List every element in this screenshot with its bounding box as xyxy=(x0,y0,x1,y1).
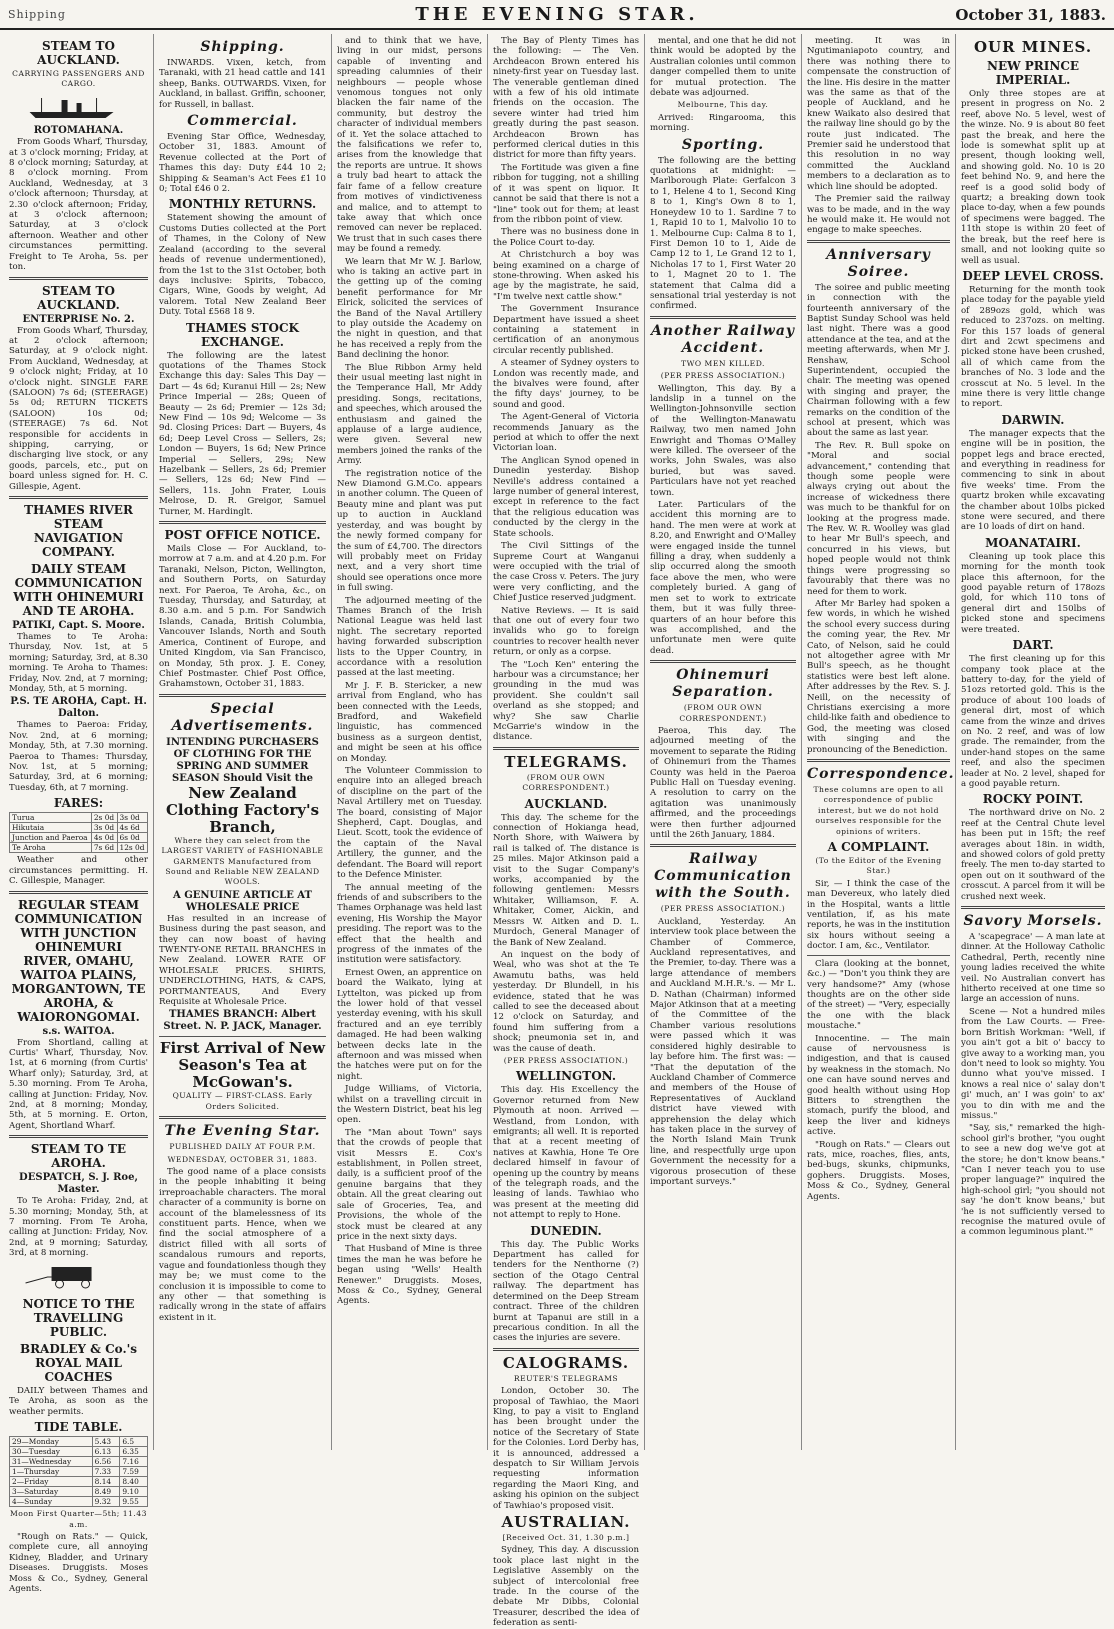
paragraph: The Fortitude was given a fine ribbon for tugging, not a shilling of it was spent on liquor. It cannot be said that there is not a "line" took out for them; at least from the ribbon point of view. xyxy=(493,162,639,225)
paragraph: The Volunteer Commission to enquire into an alleged breach of discipline on the part of the Naval Artillery met on Tuesday. The board, consisting of Major Shepherd, Capt. Douglas, and Lieut. Scott, took the evidence of the captain of the Naval Artillery, the gunner, and the defendant. The Board will report to the Defence Minister. xyxy=(337,766,482,881)
divider xyxy=(9,1135,148,1138)
paragraph: Mr J. F. B. Stericker, a new arrival from England, who has been connected with the Leeds, Bradford, and Wakefield linguistic, has commenced business as a surgeon dentist, and might be seen at his office on Monday. xyxy=(337,680,482,764)
paragraph: This day. The scheme for the connection of Hokianga head, North Shore, with Waiwera by rail is talked of. The distance is 25 miles. Major Atkinson paid a visit to the Sugar Company's works, accompanied by the following gentlemen: Messrs Whitaker, Williamson, F. A. Whitaker, Comer, Aickin, and Messrs W. Aitken and D. L. Murdoch, General Manager of the Bank of New Zealand. xyxy=(493,812,639,948)
paragraph: The soiree and public meeting in connection with the fourteenth anniversary of the Baptist Sunday School was held last night. There was a good attendance at the tea, and at the meeting afterwards, when Mr J. Renshaw, School Superintendent, occupied the chair. The meeting was opened with singing and prayer, the Chairman following with a few remarks on the condition of the school at present, which was about the same as last year. xyxy=(807,282,950,439)
paragraph: A 'scapegrace' — A man late at dinner. At the Holloway Catholic Cathedral, Perth, recently nine young ladies received the white veil. No Australian convert has hitherto received at one time so large an accession of nuns. xyxy=(961,932,1105,1005)
divider xyxy=(159,694,326,697)
paragraph: Paeroa, This day. The adjourned meeting of the movement to separate the Riding of Ohinemuri from the Thames County was held in the Paeroa Public Hall on Tuesday evening. A resolution to carry on the agitation was unanimously affirmed, and the proceedings were then further adjourned until the 26th January, 1884. xyxy=(650,725,796,840)
paragraph: Mails Close — For Auckland, to-morrow at 7 a.m. and at 4.20 p.m. For Taranaki, Nelson, Picton, Wellington, and Southern Ports, on Saturday next. For Paeroa, Te Aroha, &c., on Tuesday, Thursday, and Saturday, at 8.30 a.m. and 5 p.m. For Sandwich Islands, Canada, British Columbia, Vancouver Islands, North and South America, Continent of Europe, and United Kingdom, via San Francisco, on Monday, 5th prox. J. E. Coney, Chief Postmaster. Chief Post Office, Grahamstown, October 31, 1883. xyxy=(159,544,326,690)
advert-headline: First Arrival of New Season's Tea at McGowan's. xyxy=(159,1039,326,1092)
section-heading: Commercial. xyxy=(187,113,298,130)
heading: A COMPLAINT. xyxy=(827,840,930,855)
section-heading: AUSTRALIAN. xyxy=(501,1513,631,1531)
divider xyxy=(807,955,950,956)
heading: DART. xyxy=(1012,638,1054,653)
column-6 xyxy=(802,34,956,1450)
newspaper-columns xyxy=(4,34,1110,1629)
section-heading: Another Railway Accident. xyxy=(650,322,796,356)
paragraph: "Rough on Rats." — Clears out rats, mice, roaches, flies, ants, bed-bugs, skunks, chipmunks, gophers. Druggists. Moses, Moss & Co., Sydney, General Agents. xyxy=(807,1139,950,1202)
section-heading: Railway Communication with the South. xyxy=(654,851,792,902)
heading: MONTHLY RETURNS. xyxy=(168,197,317,212)
paragraph: To Te Aroha: Friday, 2nd, at 5.30 morning; Monday, 5th, at 7 morning. From Te Aroha, calling at Junction: Friday, Nov. 2nd, at 9 morning; Saturday, 3rd, at 8 morning. xyxy=(9,1196,148,1259)
table-cell: 2s 0d xyxy=(91,813,117,823)
paragraph: Arrived: Ringarooma, this morning. xyxy=(650,112,796,134)
table-row xyxy=(10,1497,148,1507)
paragraph: and to think that we have, living in our midst, persons capable of inventing and spreading calumnies of their neighbours — people whose venomous tongues not only blacken the fair name of the community, but destroy the character of individual members of it. Yet the solace attached to the falsifications we refer to, arises from the knowledge that the reports are untrue. It shows a truly bad heart to attack the fair fame of a fellow creature from motives of vindictiveness and malice, and to attempt to take away that which once removed can never be replaced. We trust that in such cases there may be found a remedy. xyxy=(337,36,482,255)
editorial-date: WEDNESDAY, OCTOBER 31, 1883. xyxy=(167,1154,318,1164)
divider xyxy=(9,277,148,280)
moon-phase: Moon First Quarter—5th; 11.43 a.m. xyxy=(10,1509,147,1529)
paragraph: The first cleaning up for this company took place at the battery to-day, for the yield of 51ozs retorted gold. This is the produce of about 100 loads of general dirt, most of which came from the winze and drives on No. 2 reef, and was of low grade. The remainder, from the under-hand stopes on the same reef, and also the specimen leader at No. 2 level, shaped for a good payable return. xyxy=(961,654,1105,789)
column-7 xyxy=(956,34,1110,1450)
table-row xyxy=(10,1447,148,1457)
table-cell: 4s 0d xyxy=(91,833,117,843)
paragraph: Returning for the month took place today for the payable yield of 289ozs gold, which was reduced to 237ozs. on melting. For this 157 loads of general dirt and 2cwt specimens and picked stone have been crushed, all of which came from the branches of No. 3 lode and the crosscut at No. 5 level. In the mine there is very little change to report. xyxy=(961,284,1105,410)
paragraph: Only three stopes are at present in progress on No. 2 reef, above No. 5 level, west of the winze. No. 9 is about 80 feet past the break, and here the lode is somewhat split up at present, though looking well, and showing gold. No. 10 is 20 feet behind No. 9, and here the reef is a good solid body of quartz; a breaking down took place to-day, when a few pounds of specimens were bagged. The 11th stope is within 20 feet of the break, but the reef here is small, and not looking quite so well as usual. xyxy=(961,89,1105,266)
table-cell: 7s 6d xyxy=(91,843,117,853)
tide-table xyxy=(9,1436,148,1507)
paragraph: Thames to Te Aroha: Thursday, Nov. 1st, at 5 morning; Saturday, 3rd, at 8.30 morning. Te Aroha to Thames: Friday, Nov. 2nd, at 7 morning; Monday, 5th, at 5 morning. xyxy=(9,632,148,695)
dateline: Melbourne, This day. xyxy=(677,100,769,110)
heading: THAMES STOCK EXCHANGE. xyxy=(186,320,299,349)
paragraph: "Rough on Rats." — Quick, complete cure, all annoying Kidney, Bladder, and Urinary Diseases. Druggists. Moses Moss & Co., Sydney, General Agents. xyxy=(9,1532,148,1595)
table-cell: 9.32 xyxy=(92,1497,120,1507)
subheading: REUTER'S TELEGRAMS xyxy=(513,1373,619,1383)
table-cell: 3s 0d xyxy=(91,823,117,833)
subheading: (PER PRESS ASSOCIATION.) xyxy=(503,1055,629,1065)
paragraph: The Premier said the railway was to be made, and in the way he would make it. He would not engage to make speeches. xyxy=(807,194,950,236)
table-row xyxy=(10,833,148,843)
column-4 xyxy=(488,34,645,1629)
heading: STEAM TO TE AROHA. xyxy=(30,1142,127,1171)
paragraph: That Husband of Mine is three times the man he was before he began using "Wells' Health Renewer." Druggists. Moses, Moss & Co., Sydney, General Agents. xyxy=(337,1244,482,1307)
divider xyxy=(650,316,796,319)
paragraph: Native Reviews. — It is said that one out of every four two invalids who go to foreign countries to recover health never return, or only as a corpse. xyxy=(493,605,639,658)
table-cell: Turua xyxy=(10,813,92,823)
divider xyxy=(9,496,148,499)
column-3 xyxy=(332,34,488,1450)
table-cell: 9.55 xyxy=(120,1497,148,1507)
paragraph: From Goods Wharf, Thursday, at 3 o'clock morning; Friday, at 8 o'clock morning; Saturday, at 8 o'clock morning. From Auckland, Wednesday, at 3 o'clock afternoon; Thursday, at 2.30 o'clock afternoon; Friday, at 3 o'clock afternoon; Saturday, at 3 o'clock afternoon. Weather and other circumstances permitting. Freight to Te Aroha, 5s. per ton. xyxy=(9,137,148,273)
section-heading: Anniversary Soiree. xyxy=(826,246,931,280)
advert-headline: New Zealand Clothing Factory's Branch, xyxy=(165,783,320,836)
paragraph: Thames to Paeroa: Friday, Nov. 2nd, at 6 morning; Monday, 5th, at 7.30 morning. Paeroa to Thames: Thursday, Nov. 1st, at 5 morning; Saturday, 3rd, at 6 morning; Tuesday, 6th, at 7 morning. xyxy=(9,720,148,793)
fares-table xyxy=(9,812,148,853)
heading: DEEP LEVEL CROSS. xyxy=(962,268,1104,283)
ship-name: DESPATCH, S. J. Roe, Master. xyxy=(19,1172,138,1196)
heading: DARWIN. xyxy=(1001,412,1065,427)
table-cell: 6.56 xyxy=(92,1457,120,1467)
table-cell: 7.33 xyxy=(92,1467,120,1477)
paragraph: The Anglican Synod opened in Dunedin yesterday. Bishop Neville's address contained a large number of general interest, except in reference to the fact that the religious education was conducted by the clergy in the State schools. xyxy=(493,455,639,539)
paragraph: Auckland, Yesterday. An interview took place between the Chamber of Commerce, Auckland representatives, and the Premier, to-day. There was a large attendance of members and Auckland M.H.R.'s. — Mr L. D. Nathan (Chairman) informed Major Atkinson that at a meeting of the Committee of the Chamber various resolutions were passed which it was considered highly desirable to lay before him. The first was: — "That the deputation of the Auckland Chamber of Commerce and members of the House of Representatives of Auckland district have viewed with apprehension the delay which has taken place in the survey of the North Island Main Trunk line, and respectfully urge upon Government the necessity for a vigorous prosecution of these important surveys." xyxy=(650,916,796,1187)
paragraph: Later. Particulars of the accident this morning are to hand. The men were at work at 8.20, and Enwright and O'Malley were engaged inside the tunnel filling a dray, when suddenly a slip occurred along the smooth face above the men, who were completely buried. A gang of men set to work to extricate them, but it was fully three-quarters of an hour before this was accomplished, and the unfortunate men were quite dead. xyxy=(650,500,796,656)
subheading: CARRYING PASSENGERS AND CARGO. xyxy=(12,69,145,89)
table-cell: 3—Saturday xyxy=(10,1487,93,1497)
section-heading: Ohinemuri Separation. xyxy=(672,667,774,701)
heading: DAILY STEAM COMMUNICATION WITH OHINEMURI AND TE AROHA. xyxy=(13,562,144,618)
table-cell: 1—Thursday xyxy=(10,1467,93,1477)
ship-name: s.s. WAITOA. xyxy=(42,1025,115,1037)
advert-text: Where they can select from the LARGEST VARIETY of FASHIONABLE GARMENTS Manufactured from Sound and Reliable NEW ZEALAND WOOLS. xyxy=(161,835,324,887)
paragraph: The Civil Sittings of the Supreme Court at Wanganui were occupied with the trial of the case Cross v. Peters. The jury were very conflicting, and the Chief Justice reserved judgment. xyxy=(493,541,639,604)
paragraph: The adjourned meeting of the Thames Branch of the Irish National League was held last night. The secretary reported having forwarded subscription lists to the Upper Country, in accordance with a resolution passed at the last meeting. xyxy=(337,595,482,679)
column-1 xyxy=(4,34,154,1595)
paragraph: The Government Insurance Department have issued a sheet containing a statement in certification of an anonymous circular recently published. xyxy=(493,304,639,356)
table-cell: 3s 0d xyxy=(117,813,147,823)
paragraph: This day. His Excellency the Governor returned from New Plymouth at noon. Arrived — Westland, from London, with emigrants; all well. It is reported that at a recent meeting of natives at Kawhia, Hone Te Ore declared himself in favour of opening up the country by means of the telegraph roads, and the leasing of lands. Tawhiao who was present at the meeting did not attempt to reply to Hone. xyxy=(493,1085,639,1221)
subheading: (FROM OUR OWN CORRESPONDENT.) xyxy=(522,772,610,793)
table-cell: 8.40 xyxy=(120,1477,148,1487)
paragraph: Clara (looking at the bonnet, &c.) — "Don't you think they are very handsome?" Amy (whose thoughts are on the other side of the street) — "Very, especially the one with the black moustache." xyxy=(807,958,950,1032)
heading: POST OFFICE NOTICE. xyxy=(164,528,321,543)
subheading: (FROM OUR OWN CORRESPONDENT.) xyxy=(679,703,767,723)
paragraph: The annual meeting of the friends of and subscribers to the Thames Orphanage was held last evening, His Worship the Mayor presiding. The report was to the effect that the health and progress of the inmates of the institution were satisfactory. xyxy=(337,882,483,966)
table-cell: 8.14 xyxy=(92,1477,120,1487)
paragraph: Statement showing the amount of Customs Duties collected at the Port of Thames, in the Colony of New Zealand (according to the several heads of revenue undermentioned), from the 1st to the 31st October, both days inclusive: Spirits, Tobacco, Cigars, Wine, Goods by weight, Ad valorem. Total New Zealand Beer Duty. Total £568 18 9. xyxy=(159,213,326,318)
editor-note: These columns are open to all correspondence of public interest, but we do not hold ourselves responsible for the opinions of writers. xyxy=(813,785,944,836)
paragraph: Cleaning up took place this morning for the month took place this afternoon, for the good payable return of 178ozs gold, for which 110 tons of general dirt and 150lbs of picked stone and specimens were treated. xyxy=(961,551,1105,635)
fares-title: FARES: xyxy=(53,796,104,811)
advert-text: INTENDING PURCHASERS OF CLOTHING FOR THE SPRING AND SUMMER SEASON Should Visit the xyxy=(166,736,319,784)
advert-text: QUALITY — FIRST-CLASS. Early Orders Solicited. xyxy=(172,1091,313,1111)
table-cell: 4s 6d xyxy=(117,823,147,833)
divider xyxy=(493,1348,639,1351)
heading: STEAM TO AUCKLAND. xyxy=(37,283,120,312)
heading: NOTICE TO THE TRAVELLING PUBLIC. xyxy=(22,1297,135,1339)
divider xyxy=(159,521,326,524)
subheading: (To the Editor of the Evening Star.) xyxy=(815,856,942,876)
paragraph: The manager expects that the engine will be in position, the poppet legs and brace erected, and everything in readiness for commencing to sink in about five weeks' time. From the quartz broken while excavating the chamber about 10lbs picked stone were secured, and there are 10 loads of dirt on hand. xyxy=(961,428,1105,533)
table-cell: 5.43 xyxy=(92,1437,120,1447)
table-cell: 7.16 xyxy=(120,1457,148,1467)
advert-text: THAMES BRANCH: Albert Street. N. P. JACK, Manager. xyxy=(163,1009,322,1033)
paragraph: "Say, sis," remarked the high-school girl's brother, "you ought to see a new dog we've got at the store; he don't know beans." "Can I never teach you to use proper language?" inquired the high-school girl; "you should not say 'he don't know beans,' but 'he is not sufficiently versed to recognise the matured ovule of a common leguminous plant.'" xyxy=(961,1123,1105,1238)
ship-name: ROTOMAHANA. xyxy=(33,125,124,137)
paragraph: The "Loch Ken" entering the harbour was a circumstance; her grounding in the mud was provident. She couldn't sail overland as she stopped; and why? She saw Charlie McGarrie's window in the distance. xyxy=(493,659,639,743)
paragraph: Ernest Owen, an apprentice on board the Waikato, lying at Lyttelton, was picked up from the lower hold of that vessel yesterday evening, with his skull fractured and an eye terribly damaged. He had been walking between decks late in the afternoon and was missed when the hatches were put on for the night. xyxy=(337,967,482,1082)
subheading: PUBLISHED DAILY AT FOUR P.M. xyxy=(169,1142,316,1152)
heading: ROCKY POINT. xyxy=(982,792,1084,807)
paragraph: The good name of a place consists in the people inhabiting it being irreproachable characters. The moral character of a community is borne on account of the blamelessness of its constituent parts. Hence, when we find the social atmosphere of a district filled with all sorts of scandalous rumours and reports, vague and foundationless though they may be; we must come to the conclusion it is impossible to come to any other — that something is radically wrong in the state of affairs existent in it. xyxy=(159,1167,326,1323)
heading: DUNEDIN. xyxy=(530,1223,602,1238)
paragraph: The Blue Ribbon Army held their usual meeting last night in the Temperance Hall, Mr Addy presiding. Songs, recitations, and speeches, which aroused the enthusiasm and gained the applause of a large audience, were given. Several new members joined the ranks of the Army. xyxy=(337,362,482,467)
table-row xyxy=(10,1477,148,1487)
table-cell: Hikutaia xyxy=(10,823,92,833)
table-cell: 12s 0d xyxy=(117,843,147,853)
paragraph: The Bay of Plenty Times has the following: — The Ven. Archdeacon Brown entered his ninety-first year on Tuesday last. The venerable gentleman dined with a few of his old intimate friends on the occasion. The severe winter had tried him greatly during the past season. Archdeacon Brown has performed clerical duties in this district for more than fifty years. xyxy=(493,36,639,161)
paragraph: Wellington, This day. By a landslip in a tunnel on the Wellington-Johnsonville section of the Wellington-Manawatu Railway, two men named John Enwright and Thomas O'Malley were killed. The overseer of the works, John Swales, was also buried, but was saved. Particulars have not yet reached town. xyxy=(650,383,796,498)
heading: MOANATAIRI. xyxy=(985,535,1081,550)
table-cell: 6s 0d xyxy=(117,833,147,843)
paragraph: At Christchurch a boy was being examined on a charge of stone-throwing. When asked his age by the magistrate, he said, "I'm twelve next cattle show." xyxy=(493,250,639,302)
table-cell: 30—Tuesday xyxy=(10,1447,93,1457)
newspaper-title: THE EVENING STAR. xyxy=(415,4,699,25)
heading: NEW PRINCE IMPERIAL. xyxy=(986,59,1080,87)
column-2 xyxy=(154,34,332,1450)
section-heading: Savory Morsels. xyxy=(963,913,1103,930)
paragraph: The Rev. R. Bull spoke on "Moral and social advancement," contending that though some people were always crying out about the increase of wickedness there was much to be thankful for on looking at the progress made. The Rev. W. R. Woolley was glad to hear Mr Bull's speech, and concurred in his views, but hoped people would not think things were progressing so favourably that there was no need for them to work. xyxy=(807,440,950,597)
paragraph: Sir, — I think the case of the man Devereux, who lately died in the Hospital, wants a little ventilation, if, as his mate reports, he was in the institution six hours without seeing a doctor. I am, &c., Ventilator. xyxy=(807,878,950,952)
table-cell: Te Aroha xyxy=(10,843,92,853)
divider xyxy=(9,891,148,894)
tide-title: TIDE TABLE. xyxy=(34,1420,123,1435)
table-cell: 4—Sunday xyxy=(10,1497,93,1507)
table-cell: 2—Friday xyxy=(10,1477,93,1487)
heading: BRADLEY & Co.'s ROYAL MAIL COACHES xyxy=(19,1342,138,1384)
divider xyxy=(493,747,639,750)
paragraph: Innocentine. — The main cause of nervousness is indigestion, and that is caused by weakness in the stomach. No one can have sound nerves and good health without using Hop Bitters to strengthen the stomach, purify the blood, and keep the liver and kidneys active. xyxy=(807,1033,950,1138)
divider xyxy=(159,1116,326,1119)
paragraph: mental, and one that he did not think would be adopted by the Australian colonies until common danger compelled them to unite for mutual protection. The debate was adjourned. xyxy=(650,36,796,99)
paragraph: A steamer of Sydney oysters to London was recently made, and the bivalves were found, after the fifty days' journey, to be sound and good. xyxy=(493,358,639,410)
divider xyxy=(807,759,950,762)
paper-nameplate: The Evening Star. xyxy=(164,1123,321,1140)
ship-name: PATIKI, Capt. S. Moore. xyxy=(12,620,145,631)
divider xyxy=(961,906,1105,909)
paragraph: Judge Williams, of Victoria, whilst on a travelling circuit in the Western District, beat his leg open. xyxy=(337,1084,482,1126)
table-row xyxy=(10,1467,148,1477)
section-heading: Shipping. xyxy=(200,39,285,55)
subheading: (PER PRESS ASSOCIATION.) xyxy=(660,904,786,914)
table-cell: 6.35 xyxy=(120,1447,148,1457)
paragraph: The registration notice of the New Diamond G.M.Co. appears in another column. The Queen of Beauty mine and plant was put up to auction in Auckland yesterday, and was bought by the newly formed company for the sum of £4,700. The directors will probably meet on Friday next, and a very short time should see operations once more in full swing. xyxy=(337,468,482,594)
coach-illustration xyxy=(9,1263,134,1289)
ship-name: ENTERPRISE No. 2. xyxy=(22,313,135,325)
section-heading: CALOGRAMS. xyxy=(502,1353,630,1372)
paragraph: Has resulted in an increase of Business during the past season, and they can now boast of having TWENTY-ONE RETAIL BRANCHES in New Zealand. LOWER RATE OF WHOLESALE PRICES. SHIRTS, UNDERCLOTHING, HATS, & CAPS, PORTMANTEAUS, And Every Requisite at Wholesale Price. xyxy=(159,913,326,1007)
paragraph: We learn that Mr W. J. Barlow, who is taking an active part in the getting up of the coming benefit performance for Mr Elrick, solicited the services of the Band of the Naval Artillery to play outside the Academy on the night in question, and that he has received a reply from the Band declining the honor. xyxy=(337,256,482,361)
section-heading: Correspondence. xyxy=(807,766,955,782)
table-cell: 31—Wednesday xyxy=(10,1457,93,1467)
paragraph: Scene — Not a hundred miles from the Law Courts. — Free-born British Workman: "Well, if you ain't got a bit o' baccy to give away to a working man, you don't need to look so mighty. You dunno what you've missed. I knows a real nice o' salay don't gi' much, an' I was goin' to ax' you to din with me and the missus." xyxy=(961,1006,1105,1121)
table-cell: 8.49 xyxy=(92,1487,120,1497)
divider xyxy=(159,1036,326,1037)
ship-name: P.S. TE AROHA, Capt. H. Dalton. xyxy=(10,696,147,720)
divider xyxy=(650,844,796,847)
paragraph: There was no business done in the Police Court to-day. xyxy=(493,227,639,248)
subheading: (PER PRESS ASSOCIATION.) xyxy=(660,371,786,381)
subheading: TWO MEN KILLED. xyxy=(681,358,765,368)
paragraph: London, October 30. The proposal of Tawhiao, the Maori King, to pay a visit to England has been brought under the notice of the Secretary of State for the Colonies. Lord Derby has, it is announced, addressed a despatch to Sir William Jervois requesting information regarding the Maori King, and asking his opinion on the subject of Tawhiao's proposed visit. xyxy=(493,1386,639,1511)
table-row xyxy=(10,823,148,833)
issue-date: October 31, 1883. xyxy=(955,6,1106,24)
paragraph: DAILY between Thames and Te Aroha, as soon as the weather permits. xyxy=(9,1386,148,1417)
table-row xyxy=(10,843,148,853)
section-heading: Special Advertisements. xyxy=(171,700,314,734)
heading: THAMES RIVER STEAM NAVIGATION COMPANY. xyxy=(24,503,133,559)
paragraph: The following are the betting quotations at midnight: — Marlborough Plate: Gerfalcon 3 to 1, Helene 4 to 1, Second King 8 to 1, King's Own 8 to 1, Honeydew 10 to 1. Sardine 7 to 1, Rapid 10 to 1, Malvolio 10 to 1. Melbourne Cup: Calma 8 to 1, First Demon 10 to 1, Aide de Camp 12 to 1, Le Grand 12 to 1, Nicholas 17 to 1, First Water 20 to 1, Magnet 20 to 1. The statement that Calma did a sensational trial yesterday is not confirmed. xyxy=(650,155,796,312)
section-heading: Sporting. xyxy=(681,136,765,153)
table-cell: 7.59 xyxy=(120,1467,148,1477)
table-row xyxy=(10,1437,148,1447)
heading: WELLINGTON. xyxy=(515,1069,617,1084)
table-cell: 9.10 xyxy=(120,1487,148,1497)
paragraph: The following are the latest quotations of the Thames Stock Exchange this day: Sales This Day — Dart — 4s 6d; Kuranui Hill — 2s; New Prince Imperial — 28s; Queen of Beauty — 2s 6d; Premier — 12s 3d; New Find — 10s 9d; Welcome — 3s 9d. Closing Prices: Dart — Buyers, 4s 6d; Deep Level Cross — Sellers, 2s; London — Buyers, 1s 6d; New Prince Imperial — Sellers, 29s; New Hazelbank — Sellers, 2s 6d; Premier — Sellers, 12s 6d; New Find — Sellers, 11s. John Frater, Louis Melrose, D. R. Greigor, Samuel Turner, M. Hardinglt. xyxy=(159,350,326,517)
paragraph: The northward drive on No. 2 reef at the Central Chute level has been put in 15ft; the reef averages about 18in. in width, and showed colors of gold pretty freely. The men to-day started to open out on it southward of the crosscut. A parcel from it will be crushed next week. xyxy=(961,808,1105,902)
paragraph: An inquest on the body of Weal, who was shot at the Te Awamutu baths, was held yesterday. Dr Blundell, in his evidence, stated that he was called to see the deceased about 12 o'clock on Saturday, and found him suffering from a shock; pneumonia set in, and was the cause of death. xyxy=(493,949,639,1054)
masthead-section: Shipping xyxy=(8,8,66,21)
heading: REGULAR STEAM COMMUNICATION WITH JUNCTION OHINEMURI RIVER, OMAHU, WAITOA PLAINS, MORGANTOWN, TE AROHA, & WAIORONGOMAI. xyxy=(11,897,146,1024)
heading: AUCKLAND. xyxy=(524,796,608,811)
advert-headline: A GENUINE ARTICLE AT WHOLESALE PRICE xyxy=(173,889,312,913)
section-heading: TELEGRAMS. xyxy=(504,752,628,771)
section-heading: OUR MINES. xyxy=(973,38,1093,56)
paragraph: From Goods Wharf, Thursday, at 2 o'clock afternoon; Saturday, at 9 o'clock night. From Auckland, Wednesday, at 9 o'clock night; Friday, at 10 o'clock night. SINGLE FARE (SALOON) 7s 6d; (STEERAGE) 5s 0d; RETURN TICKETS (SALOON) 10s 0d; (STEERAGE) 7s 6d. Not responsible for accidents in shipping, carrying, or discharging live stock, or any goods, parcels, etc., put on board unless signed for. H. C. Gillespie, Agent. xyxy=(9,325,148,492)
table-row xyxy=(10,1457,148,1467)
paragraph: The Agent-General of Victoria recommends January as the period at which to offer the next Victorian loan. xyxy=(493,412,639,454)
paragraph: From Shortland, calling at Curtis' Wharf, Thursday, Nov. 1st, at 6 morning (from Curtis' Wharf only); Saturday, 3rd, at 5.30 morning. From Te Aroha, calling at Junction: Friday, Nov. 2nd, at 8 morning; Monday, 5th, at 5 morning. E. Orton, Agent, Shortland Wharf. xyxy=(9,1037,148,1131)
steamer-illustration xyxy=(9,94,134,120)
paragraph: meeting. It was in Ngutimaniapoto country, and there was nothing there to compensate the construction of the line. His desire in the matter was the same as that of the people of Auckland, and he knew Waikato also desired that the railway line should go by the route just indicated. The Premier said he understood that this resolution in no way committed the Auckland members to a declaration as to which line should be adopted. xyxy=(807,36,950,192)
table-row xyxy=(10,1487,148,1497)
paragraph: Evening Star Office, Wednesday, October 31, 1883. Amount of Revenue collected at the Port of Thames this day: Duty £44 10 2; Shipping & Seaman's Act Fees £1 10 0; Total £46 0 2. xyxy=(159,132,326,195)
paragraph: After Mr Barley had spoken a few words, in which he wished the school every success during the coming year, the Rev. Mr Cato, of Nelson, said he could not altogether agree with Mr Bull's speech, as he thought statistics were best left alone. After addresses by the Rev. S. J. Neill, on the necessity of Christians exercising a more child-like faith and obedience to God, the meeting was closed with singing and the pronouncing of the Benediction. xyxy=(807,598,950,755)
masthead xyxy=(0,0,1114,30)
heading: STEAM TO AUCKLAND. xyxy=(37,39,120,67)
paragraph: Sydney, This day. A discussion took place last night in the Legislative Assembly on the subject of intercolonial free trade. In the course of the debate Mr Dibbs, Colonial Treasurer, described the idea of federation as senti- xyxy=(493,1545,639,1629)
paragraph: The "Man about Town" says that the crowds of people that visit Messrs E. Cox's establishment, in Pollen street, daily, is a sufficient proof of the genuine bargains that they obtain. All the great clearing out sale of Groceries, Tea, and Provisions, the whole of the stock must be cleared at any price in the next sixty days. xyxy=(337,1127,482,1242)
table-cell: 29—Monday xyxy=(10,1437,93,1447)
paragraph: INWARDS. Vixen, ketch, from Taranaki, with 21 head cattle and 141 sheep, Banks. OUTWARDS. Vixen, for Auckland, in ballast. Griffin, schooner, for Russell, in ballast. xyxy=(159,58,326,110)
paragraph: Weather and other circumstances permitting. H. C. Gillespie, Manager. xyxy=(9,855,148,887)
table-cell: 6.5 xyxy=(120,1437,148,1447)
divider xyxy=(650,660,796,663)
paragraph: This day. The Public Works Department has called for tenders for the Nenthorne (?) section of the Otago Central railway. The department has determined on the Deep Stream contract. Three of the children burnt at Tapanui are still in a precarious condition. In all the cases the injuries are severe. xyxy=(493,1239,639,1344)
table-cell: 6.13 xyxy=(92,1447,120,1457)
divider xyxy=(807,240,950,243)
table-cell: Junction and Paeroa xyxy=(10,833,92,843)
subheading: [Received Oct. 31, 1.30 p.m.] xyxy=(502,1533,630,1542)
column-5 xyxy=(645,34,802,1450)
table-row xyxy=(10,813,148,823)
